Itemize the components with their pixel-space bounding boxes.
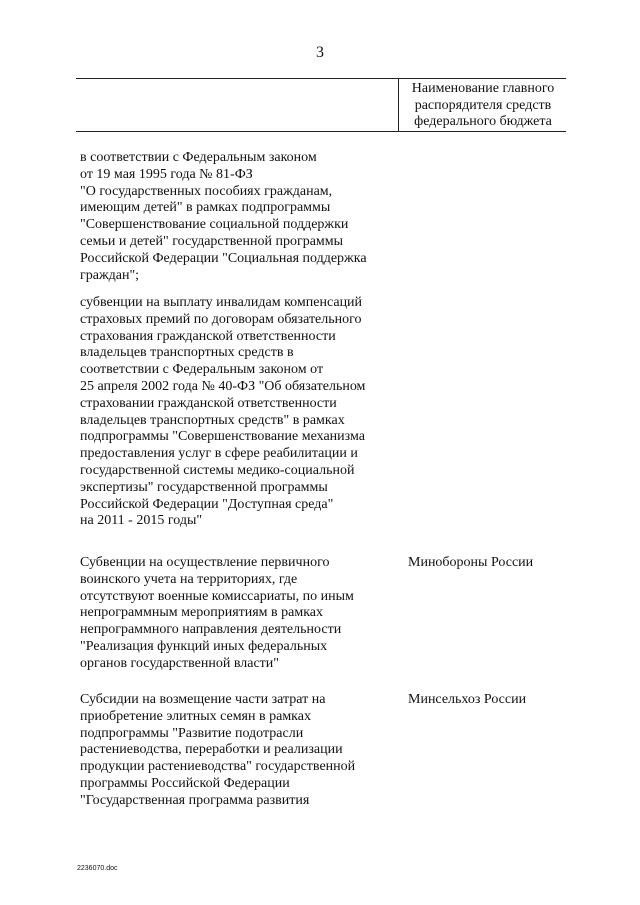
text-line: владельцев транспортных средств в [80,345,294,361]
header-divider [398,79,399,131]
text-line: "Совершенствование социальной поддержки [80,217,349,233]
header-table [76,78,566,132]
text-line: приобретение элитных семян в рамках [80,708,311,724]
text-line: соответствии с Федеральным законом от [80,362,324,378]
header-title-line: распорядителя средств [414,97,552,113]
text-line: страхования гражданской ответственности [80,328,336,344]
text-line: "Государственная программа развития [80,792,310,808]
text-line: семьи и детей" государственной программы [80,233,344,249]
text-line: имеющим детей" в рамках подпрограммы [80,200,331,216]
text-line: растениеводства, переработки и реализации [80,742,343,758]
text-line: "Реализация функций иных федеральных [80,638,328,654]
text-line: программы Российской Федерации [80,775,290,791]
text-line: воинского учета на территориях, где [80,571,298,587]
text-block-2 [80,295,400,530]
text-line: государственной системы медико-социальной [80,462,355,478]
header-column-title [402,81,564,131]
text-line: непрограммным мероприятиям в рамках [80,605,324,621]
text-block-1 [80,150,400,284]
text-line: на 2011 - 2015 годы" [80,513,203,529]
text-line: Российской Федерации "Доступная среда" [80,496,334,512]
text-line: от 19 мая 1995 года № 81-ФЗ [80,166,253,182]
text-line: подпрограммы "Совершенствование механизма [80,429,365,445]
header-title-line: Наименование главного [411,81,555,96]
text-block-4 [80,692,400,810]
text-line: экспертизы" государственной программы [80,479,328,495]
text-line: Российской Федерации "Социальная поддержка [80,250,367,266]
text-block-3 [80,555,400,673]
text-line: страховании гражданской ответственности [80,395,337,411]
text-line: 25 апреля 2002 года № 40-ФЗ "Об обязательном [80,378,366,394]
text-line: непрограммного направления деятельности [80,622,342,638]
text-line: "О государственных пособиях гражданам, [80,183,333,199]
ministry-label: Минобороны России [408,555,534,570]
text-line: органов государственной власти" [80,655,280,671]
text-line: Субсидии на возмещение части затрат на [80,692,326,707]
text-line: субвенции на выплату инвалидам компенсаций [80,295,363,310]
text-line: граждан"; [80,267,140,283]
page-number: 3 [316,44,324,61]
text-line: отсутствуют военные комиссариаты, по иным [80,588,354,604]
text-line: Субвенции на осуществление первичного [80,555,330,570]
text-line: продукции растениеводства" государственной [80,759,356,775]
text-line: владельцев транспортных средств" в рамках [80,412,345,428]
ministry-label: Минсельхоз России [408,692,527,707]
text-line: страховых премий по договорам обязательного [80,311,362,327]
text-line: подпрограммы "Развитие подотрасли [80,725,304,741]
footer-filename: 2236070.doc [77,865,118,872]
text-line: в соответствии с Федеральным законом [80,150,317,165]
header-title-line: федерального бюджета [414,114,552,129]
text-line: предоставления услуг в сфере реабилитации и [80,446,358,462]
